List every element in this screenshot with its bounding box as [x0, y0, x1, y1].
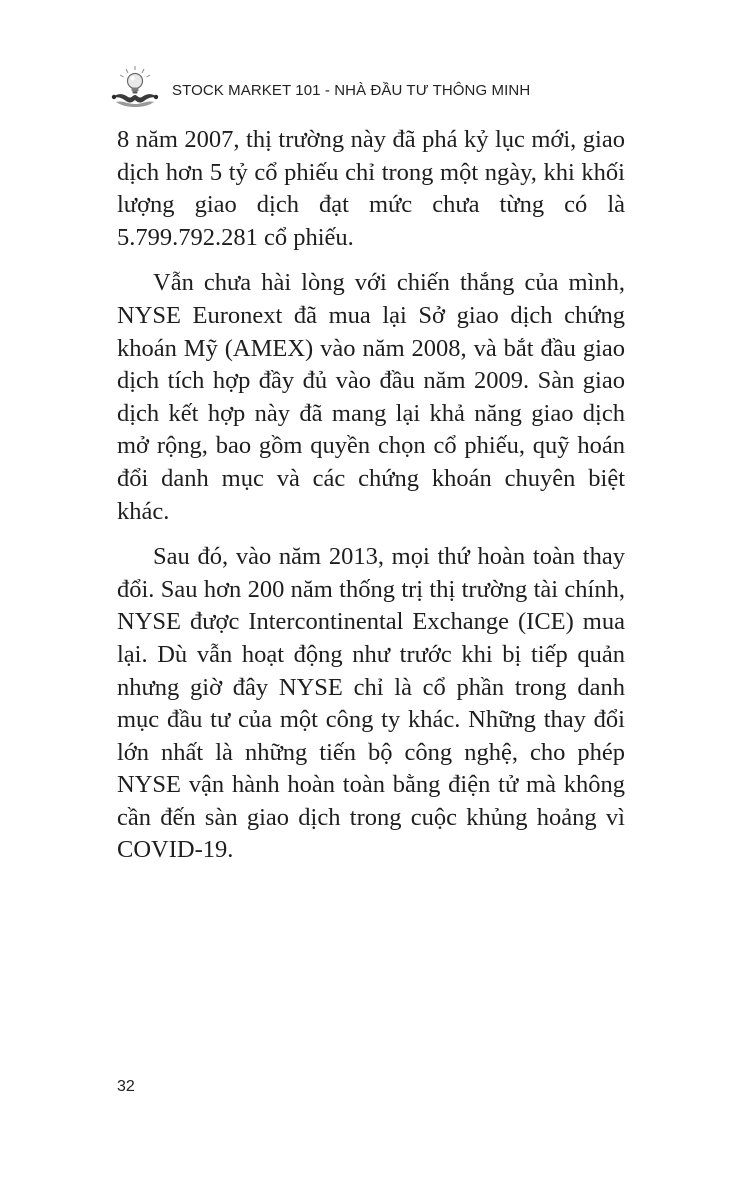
page-number: 32	[117, 1078, 135, 1095]
running-header-title: STOCK MARKET 101 - NHÀ ĐẦU TƯ THÔNG MINH	[172, 81, 531, 99]
body-text	[117, 124, 625, 880]
ornament-light-bulb-icon	[106, 64, 164, 108]
paragraph-2: Vẫn chưa hài lòng với chiến thắng của mình, NYSE Euronext đã mua lại Sở giao dịch chứng khoán Mỹ (AMEX) vào năm 2008, và bắt đầu giao dịch tích hợp đầy đủ vào đầu năm 2009. Sàn giao dịch kết hợp này đã mang lại khả năng giao dịch mở rộng, bao gồm quyền chọn cổ phiếu, quỹ hoán đổi danh mục và các chứng khoán chuyên biệt khác.	[117, 269, 625, 525]
paragraph-3: Sau đó, vào năm 2013, mọi thứ hoàn toàn thay đổi. Sau hơn 200 năm thống trị thị trường tài chính, NYSE được Intercontinental Exchange (ICE) mua lại. Dù vẫn hoạt động như trước khi bị tiếp quản nhưng giờ đây NYSE chỉ là cổ phần trong danh mục đầu tư của một công ty khác. Những thay đổi lớn nhất là những tiến bộ công nghệ, cho phép NYSE vận hành hoàn toàn bằng điện tử mà không cần đến sàn giao dịch trong cuộc khủng hoảng vì COVID-19.	[117, 543, 625, 864]
paragraph-1: 8 năm 2007, thị trường này đã phá kỷ lục mới, giao dịch hơn 5 tỷ cổ phiếu chỉ trong một ngày, khi khối lượng giao dịch đạt mức chưa từng có là 5.799.792.281 cổ phiếu.	[117, 126, 625, 251]
running-header	[106, 64, 530, 108]
